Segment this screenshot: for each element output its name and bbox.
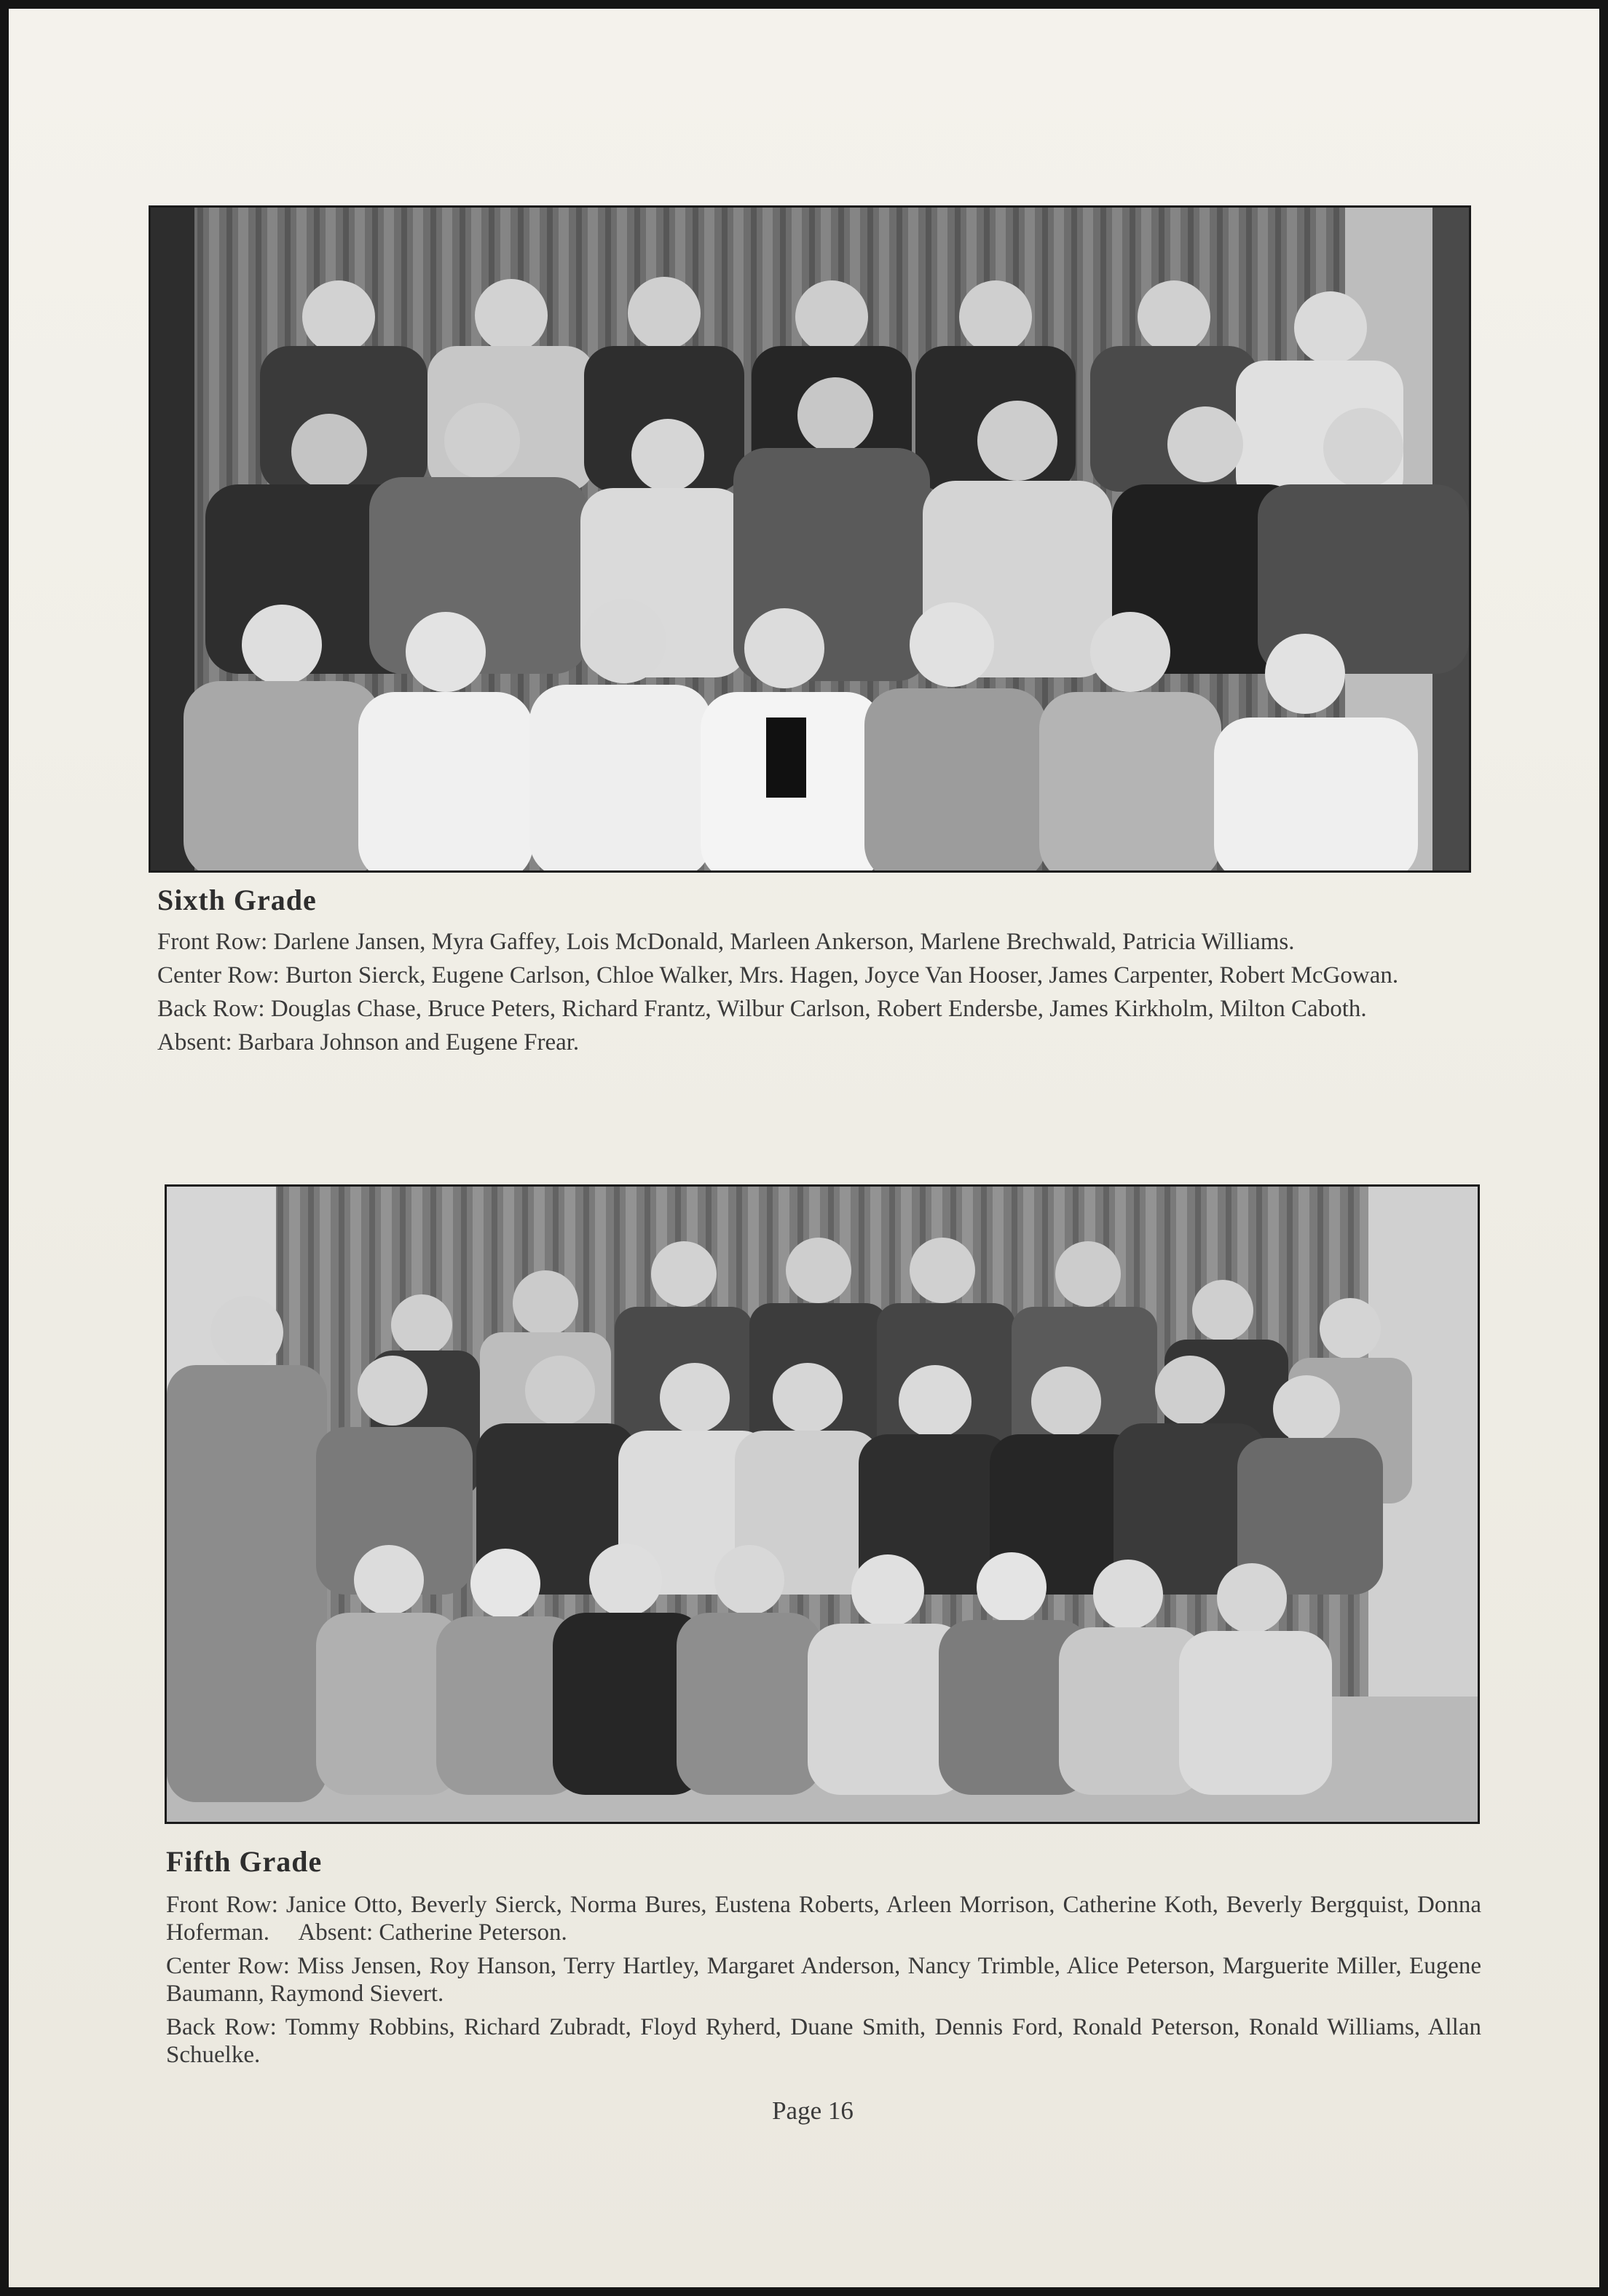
sixth-grade-center-row: Center Row: Burton Sierck, Eugene Carlson, Chloe Walker, Mrs. Hagen, Joyce Van Hooser, James Carpenter, Robert McGowan.	[157, 962, 1399, 988]
sixth-grade-front-row: Front Row: Darlene Jansen, Myra Gaffey, Lois McDonald, Marleen Ankerson, Marlene Brechwald, Patricia Williams.	[157, 929, 1295, 955]
fifth-grade-heading: Fifth Grade	[166, 1845, 323, 1878]
sixth-grade-heading: Sixth Grade	[157, 884, 317, 916]
sixth-grade-absent: Absent: Barbara Johnson and Eugene Frear.	[157, 1029, 580, 1055]
sixth-grade-caption	[157, 928, 1475, 1062]
fifth-grade-caption	[166, 1891, 1488, 2075]
fifth-grade-front-row: Front Row: Janice Otto, Beverly Sierck, Norma Bures, Eustena Roberts, Arleen Morrison, Catherine Koth, Beverly Bergquist, Donna Hoferman. Absent: Catherine Peterson.	[166, 1892, 1488, 1946]
sixth-grade-class-photo	[149, 205, 1471, 873]
fifth-grade-class-photo	[165, 1184, 1480, 1824]
page-number: Page 16	[772, 2096, 854, 2125]
sixth-grade-back-row: Back Row: Douglas Chase, Bruce Peters, Richard Frantz, Wilbur Carlson, Robert Endersbe, James Kirkholm, Milton Caboth.	[157, 996, 1367, 1022]
fifth-grade-back-row: Back Row: Tommy Robbins, Richard Zubradt, Floyd Ryherd, Duane Smith, Dennis Ford, Ronald Peterson, Ronald Williams, Allan Schuelke.	[166, 2014, 1481, 2068]
fifth-grade-center-row: Center Row: Miss Jensen, Roy Hanson, Terry Hartley, Margaret Anderson, Nancy Trimble, Alice Peterson, Marguerite Miller, Eugene Baumann, Raymond Sievert.	[166, 1953, 1481, 2007]
